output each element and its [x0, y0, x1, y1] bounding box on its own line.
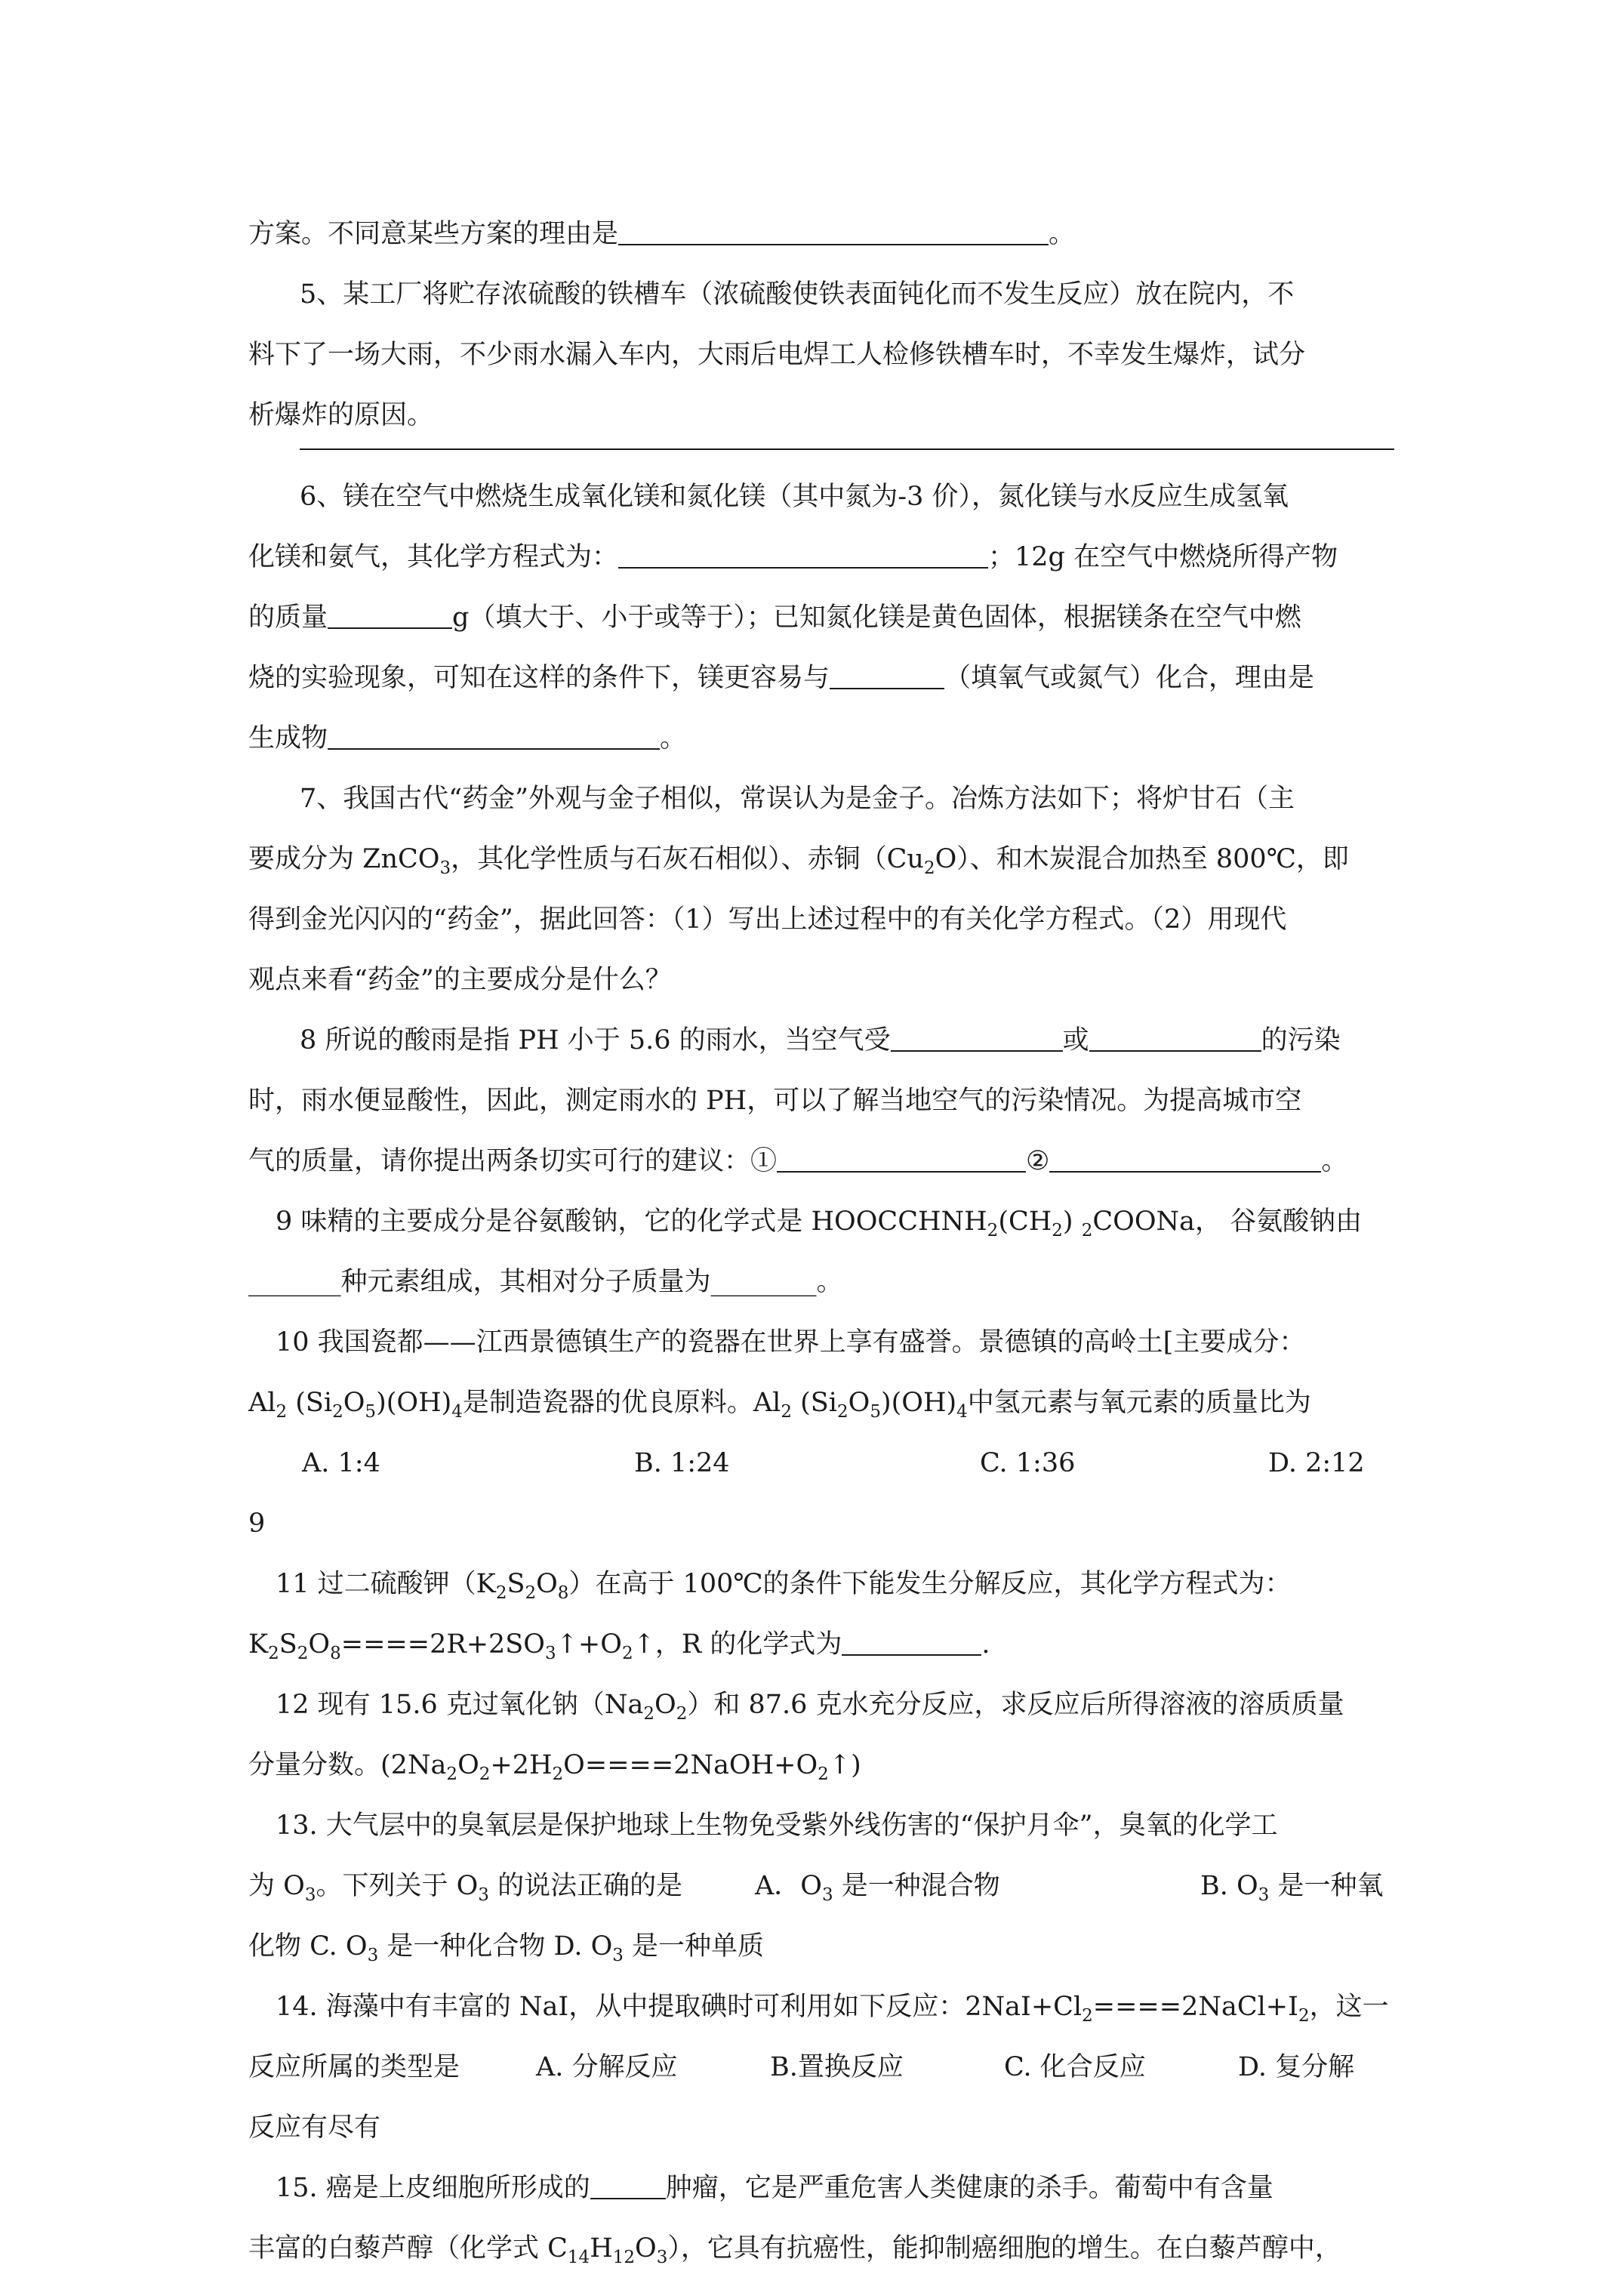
answer-blank: [777, 1147, 1026, 1173]
text-line: 气的质量，请你提出两条切实可行的建议：① ② 。: [248, 1146, 1348, 1176]
text-line: 生成物 。: [248, 723, 687, 754]
answer-blank: [618, 220, 1049, 245]
question-7-line: 7、我国古代“药金”外观与金子相似，常误认为是金子。冶炼方法如下；将炉甘石（主: [300, 784, 1295, 814]
text-line: 的质量 g（填大于、小于或等于）；已知氮化镁是黄色固体，根据镁条在空气中燃: [248, 603, 1301, 633]
question-5-line: 5、某工厂将贮存浓硫酸的铁槽车（浓硫酸使铁表面钝化而不发生反应）放在院内，不: [300, 279, 1295, 310]
question-10-line: 10 我国瓷都——江西景德镇生产的瓷器在世界上享有盛誉。景德镇的高岭土[主要成分：: [276, 1327, 1306, 1358]
text-line: 观点来看“药金”的主要成分是什么？: [248, 965, 672, 995]
text-line: 为 $O_3$。下列关于 $O_3$ 的说法正确的是: [248, 1871, 683, 1905]
text-line: 时，雨水便显酸性，因此，测定雨水的 PH，可以了解当地空气的污染情况。为提高城市空: [248, 1086, 1302, 1116]
option-c: C. 化合反应: [1004, 2052, 1146, 2082]
answer-blank: [590, 2174, 666, 2199]
question-14-line: 14. 海藻中有丰富的 NaI，从中提取碘时可利用如下反应：$2NaI+Cl_2====2NaCl+I_2$，这一: [276, 1992, 1389, 2026]
option-a: A. 1:4: [302, 1448, 380, 1478]
text-line: 方案。不同意某些方案的理由是 。: [248, 219, 1076, 249]
question-9-line: 9 味精的主要成分是谷氨酸钠，它的化学式是 $HOOCCHNH_2(CH_2)$ $_2$COONa， 谷氨酸钠由: [276, 1207, 1363, 1240]
option-b: B.置换反应: [770, 2052, 904, 2082]
text-line: 分量分数。$(2Na_2O_2+2H_2O====2NaOH+O_2↑)$: [248, 1750, 861, 1784]
text-line: 丰富的白藜芦醇（化学式 $C_{14}H_{12}O_3$），它具有抗癌性，能抑制癌细胞的增生。在白藜芦醇中，: [248, 2233, 1341, 2267]
option-b: B. 1:24: [634, 1448, 730, 1478]
question-6-line: 6、镁在空气中燃烧生成氧化镁和氮化镁（其中氮为-3 价），氮化镁与水反应生成氢氧: [300, 482, 1289, 512]
text-line: $Al_2$ $(Si_2O_5)(OH)_4$是制造瓷器的优良原料。$Al_2$ $(Si_2O_5)(OH)_4$中氢元素与氧元素的质量比为: [248, 1388, 1311, 1422]
text-line: 料下了一场大雨，不少雨水漏入车内，大雨后电焊工人检修铁槽车时，不幸发生爆炸，试分: [248, 340, 1306, 370]
answer-blank: [1049, 1147, 1321, 1173]
option-c: C. 1:36: [980, 1448, 1076, 1478]
question-12-line: 12 现有 15.6 克过氧化钠$(Na_2O_2)$和 87.6 克水充分反应，求反应后所得溶液的溶质质量: [276, 1690, 1344, 1724]
option-d: D. 复分解: [1238, 2052, 1355, 2082]
answer-line: [300, 448, 1394, 450]
option-a: A. 分解反应: [536, 2052, 678, 2082]
answer-blank: [328, 603, 452, 629]
question-15-line: 15. 癌是上皮细胞所形成的 肿瘤，它是严重危害人类健康的杀手。葡萄中有含量: [276, 2173, 1273, 2203]
text-line: 化物 C. $O_3$ 是一种化合物 D. $O_3$ 是一种单质: [248, 1931, 765, 1965]
text-line: 烧的实验现象，可知在这样的条件下，镁更容易与 （填氧气或氮气）化合，理由是: [248, 663, 1315, 693]
text-line: 反应所属的类型是: [248, 2052, 460, 2082]
text-line: $K_2S_2O_8====2R+2SO_3↑+O_2↑$，R 的化学式为 .: [248, 1629, 990, 1663]
answer-blank: [842, 1630, 981, 1656]
text-line: 反应有尽有: [248, 2113, 381, 2143]
question-8-line: 8 所说的酸雨是指 PH 小于 5.6 的雨水，当空气受 或 的污染: [300, 1025, 1341, 1056]
text-line: 9: [248, 1509, 266, 1539]
answer-blank: [618, 543, 988, 569]
answer-blank: [891, 1026, 1063, 1052]
text-line: 析爆炸的原因。: [248, 400, 434, 430]
question-11-line: 11 过二硫酸钾$(K_2S_2O_8)$在高于 100℃的条件下能发生分解反应，其化学方程式为：: [276, 1569, 1292, 1603]
question-13-line: 13. 大气层中的臭氧层是保护地球上生物免受紫外线伤害的“保护月伞”，臭氧的化学工: [276, 1811, 1278, 1841]
option-b: B. $O_3$ 是一种氧: [1200, 1871, 1384, 1905]
text-line: 要成分为 ZnCO$_3$，其化学性质与石灰石相似）、赤铜$(Cu_2O)$、和木炭混合加热至 800℃，即: [248, 844, 1349, 878]
text-line: _______种元素组成，其相对分子质量为________。: [248, 1267, 843, 1297]
option-d: D. 2:12: [1268, 1448, 1365, 1478]
answer-blank: [328, 724, 660, 750]
answer-blank: [830, 664, 944, 689]
option-a: A．$O_3$ 是一种混合物: [755, 1871, 1000, 1905]
text-line: 得到金光闪闪的“药金”，据此回答：（1）写出上述过程中的有关化学方程式。（2）用现代: [248, 905, 1287, 935]
answer-blank: [1089, 1026, 1261, 1052]
text-line: 化镁和氨气，其化学方程式为： ；12g 在空气中燃烧所得产物: [248, 542, 1338, 572]
